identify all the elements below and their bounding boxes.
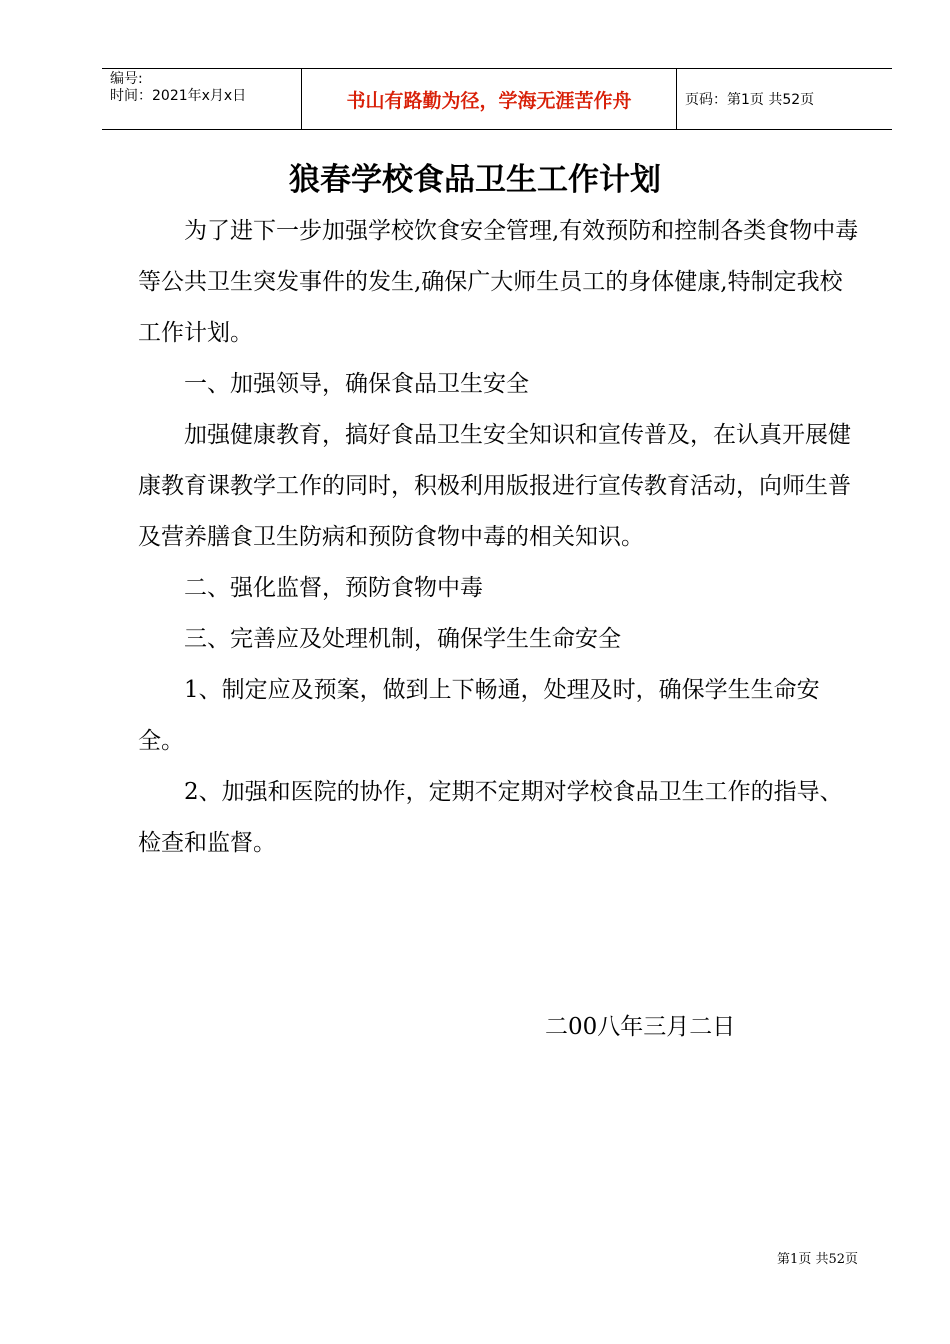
page-header (102, 68, 892, 130)
header-page-info: 页码：第1页 共52页 (685, 92, 815, 108)
document-time-label: 时间：2021年x月x日 (110, 88, 247, 104)
document-date: 二00八年三月二日 (545, 1014, 736, 1040)
document-number-label: 编号: (110, 71, 143, 87)
page-footer: 第1页 共52页 (777, 1252, 858, 1267)
paragraph-education: 加强健康教育，搞好食品卫生安全知识和宣传普及，在认真开展健康教育课教学工作的同时，积极利用版报进行宣传教育活动，向师生普及营养膳食卫生防病和预防食物中毒的相关知识。 (138, 422, 851, 550)
document-title: 狼春学校食品卫生工作计划 (289, 162, 661, 198)
header-motto: 书山有路勤为径，学海无涯苦作舟 (302, 69, 677, 129)
section-heading-1: 一、加强领导，确保食品卫生安全 (184, 371, 529, 397)
document-body (138, 206, 865, 869)
header-meta (102, 69, 302, 129)
section-heading-2: 二、强化监督，预防食物中毒 (184, 575, 483, 601)
list-item-2: 2、加强和医院的协作，定期不定期对学校食品卫生工作的指导、检查和监督。 (138, 779, 843, 856)
paragraph-intro: 为了进下一步加强学校饮食安全管理,有效预防和控制各类食物中毒等公共卫生突发事件的发生,确保广大师生员工的身体健康,特制定我校工作计划。 (138, 218, 859, 346)
list-item-1: 1、制定应及预案，做到上下畅通，处理及时，确保学生生命安全。 (138, 677, 820, 754)
section-heading-3: 三、完善应及处理机制，确保学生生命安全 (184, 626, 621, 652)
